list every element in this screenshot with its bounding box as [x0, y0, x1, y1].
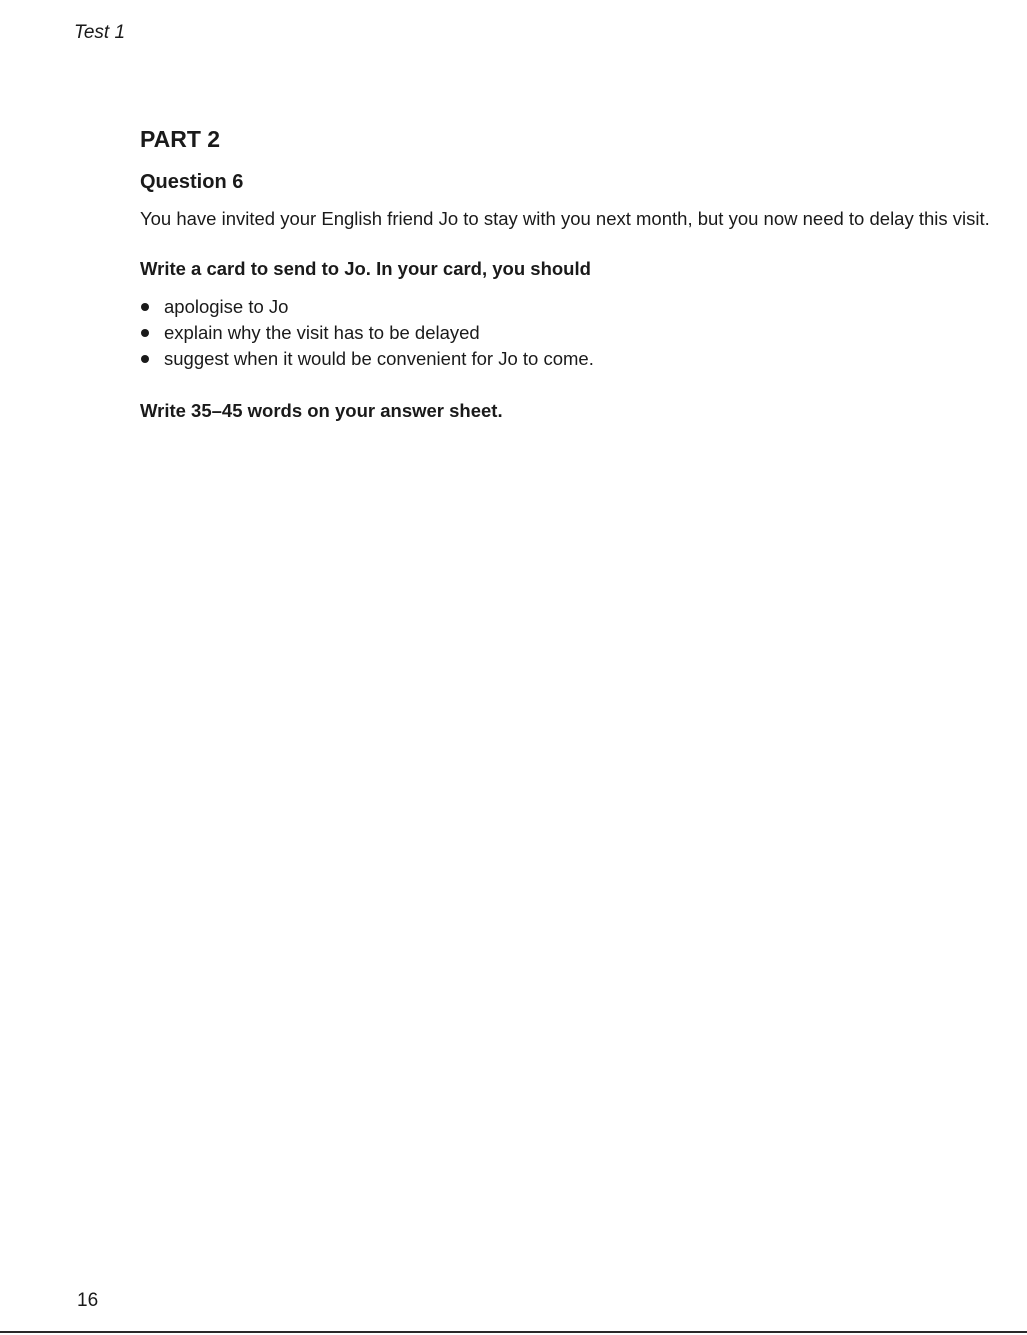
page-number: 16 [77, 1290, 99, 1311]
question-prompt: You have invited your English friend Jo to stay with you next month, but you now need to delay this visit. [140, 208, 990, 229]
task-item [140, 294, 1000, 320]
bullet-icon [141, 329, 149, 337]
running-head: Test 1 [74, 22, 126, 43]
bullet-icon [141, 355, 149, 363]
task-text: suggest when it would be convenient for Jo to come. [164, 348, 594, 369]
task-item [140, 346, 1000, 372]
task-text: explain why the visit has to be delayed [164, 322, 480, 343]
question-content [140, 124, 1000, 424]
page-bottom-rule [0, 1331, 1027, 1333]
task-text: apologise to Jo [164, 296, 289, 317]
word-limit-instruction: Write 35–45 words on your answer sheet. [140, 400, 503, 421]
writing-instruction: Write a card to send to Jo. In your card, you should [140, 258, 591, 279]
task-item [140, 320, 1000, 346]
part-heading: PART 2 [140, 126, 221, 152]
task-list [140, 294, 1000, 372]
question-heading: Question 6 [140, 171, 244, 193]
bullet-icon [141, 303, 149, 311]
